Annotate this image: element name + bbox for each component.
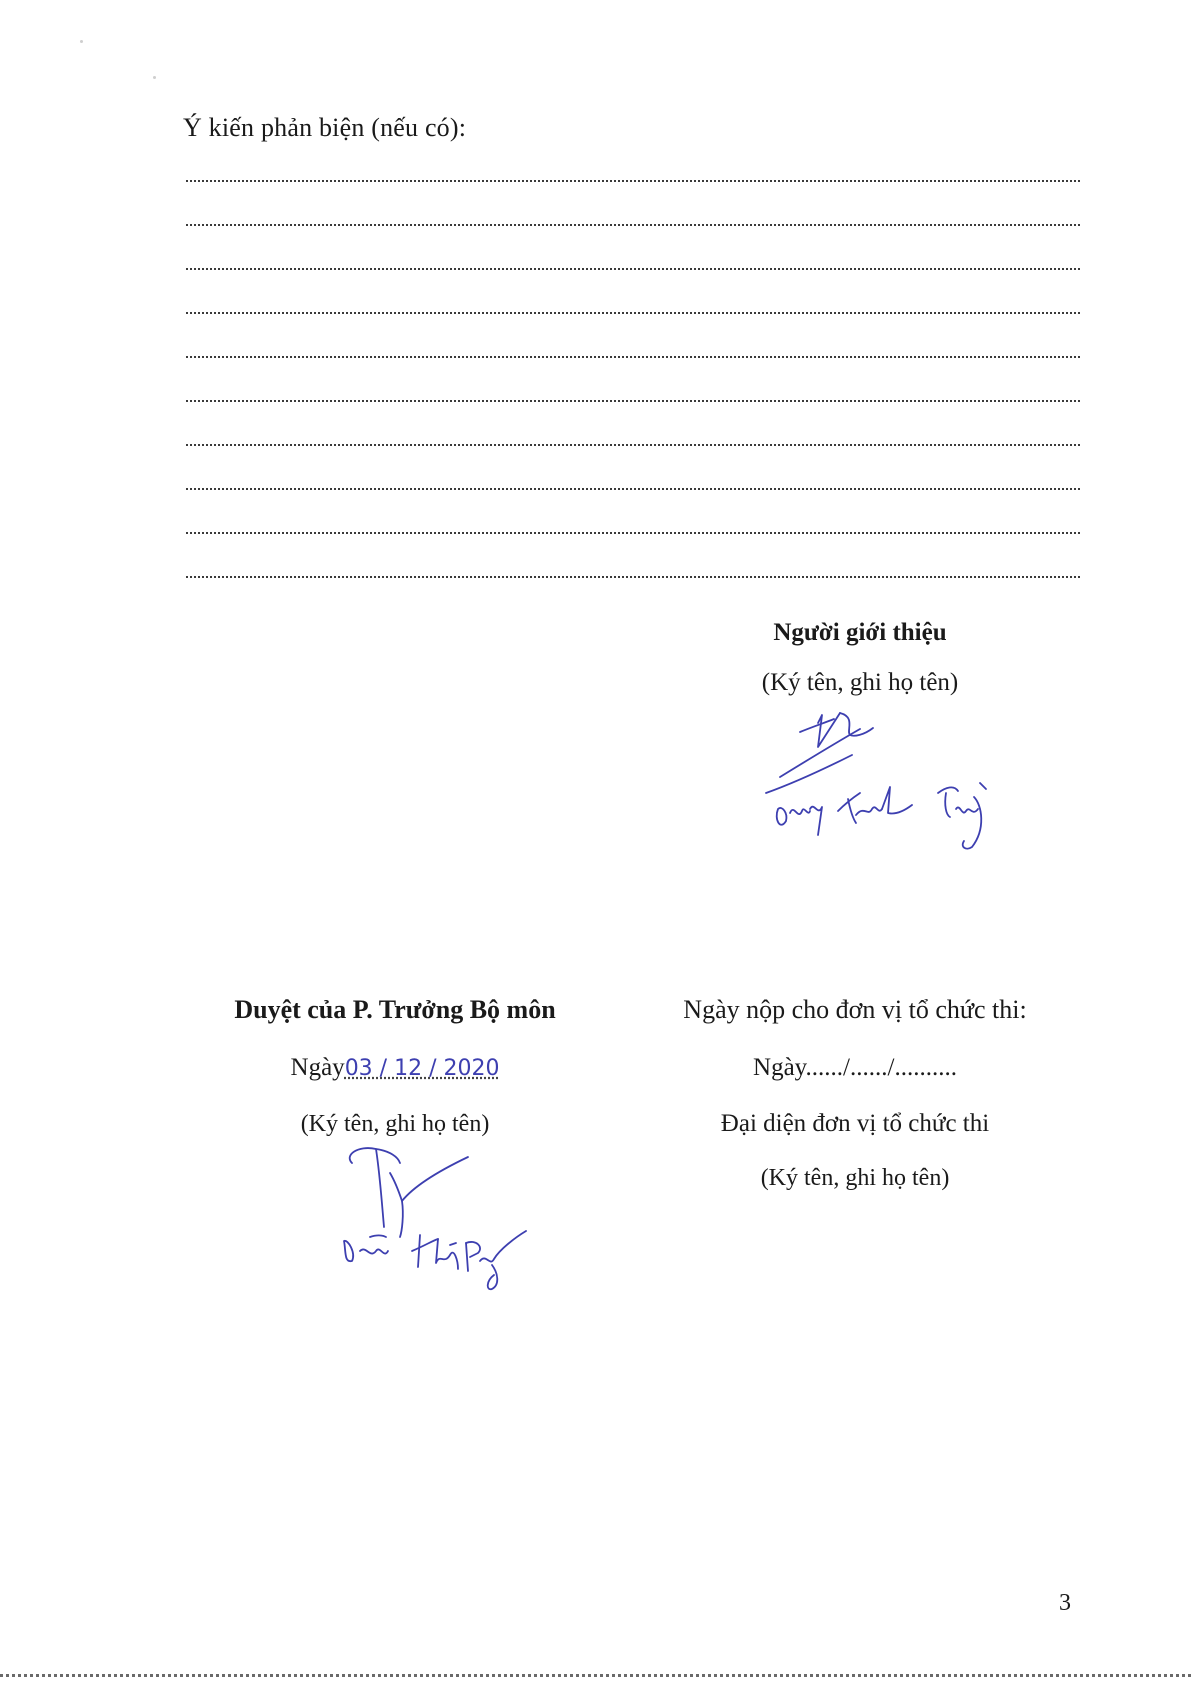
- submission-title: Ngày nộp cho đơn vị tổ chức thi:: [683, 995, 1027, 1024]
- approval-signature: [340, 1135, 560, 1295]
- approval-sign-note: (Ký tên, ghi họ tên): [300, 1111, 490, 1137]
- approval-title: Duyệt của P. Trưởng Bộ môn: [234, 995, 556, 1024]
- blank-dotted-line: [186, 475, 1080, 519]
- introducer-title: Người giới thiệu: [773, 619, 947, 646]
- blank-dotted-line: [186, 299, 1080, 343]
- review-opinion-heading: Ý kiến phản biện (nếu có):: [183, 113, 467, 142]
- blank-dotted-line: [186, 387, 1080, 431]
- organizer-representative: Đại diện đơn vị tổ chức thi: [720, 1110, 990, 1137]
- introducer-block: [700, 613, 1020, 703]
- blank-dotted-line: [186, 343, 1080, 387]
- department-approval-block: [195, 990, 595, 1144]
- blank-dotted-line: [186, 563, 1080, 607]
- approval-signature-graphic: [340, 1135, 560, 1295]
- blank-dotted-line: [186, 211, 1080, 255]
- introducer-signature: [760, 705, 1000, 855]
- scan-speck: [153, 76, 156, 79]
- blank-dotted-line: [186, 431, 1080, 475]
- blank-answer-lines: [186, 167, 1080, 607]
- submission-sign-note: (Ký tên, ghi họ tên): [760, 1165, 950, 1191]
- blank-dotted-line: [186, 167, 1080, 211]
- scan-speck: [80, 40, 83, 43]
- approval-date-value: 03 / 12 / 2020: [344, 1056, 500, 1081]
- introducer-signature-graphic: [760, 705, 1000, 855]
- approval-date-line: [195, 1048, 595, 1088]
- page-number: 3: [1059, 1590, 1071, 1616]
- approval-date-prefix: Ngày: [290, 1054, 345, 1081]
- submission-date-line: Ngày....../....../..........: [753, 1054, 957, 1081]
- blank-dotted-line: [186, 519, 1080, 563]
- blank-dotted-line: [186, 255, 1080, 299]
- submission-block: [655, 990, 1055, 1198]
- introducer-sign-note: (Ký tên, ghi họ tên): [761, 669, 959, 696]
- scan-bottom-edge: [0, 1674, 1191, 1677]
